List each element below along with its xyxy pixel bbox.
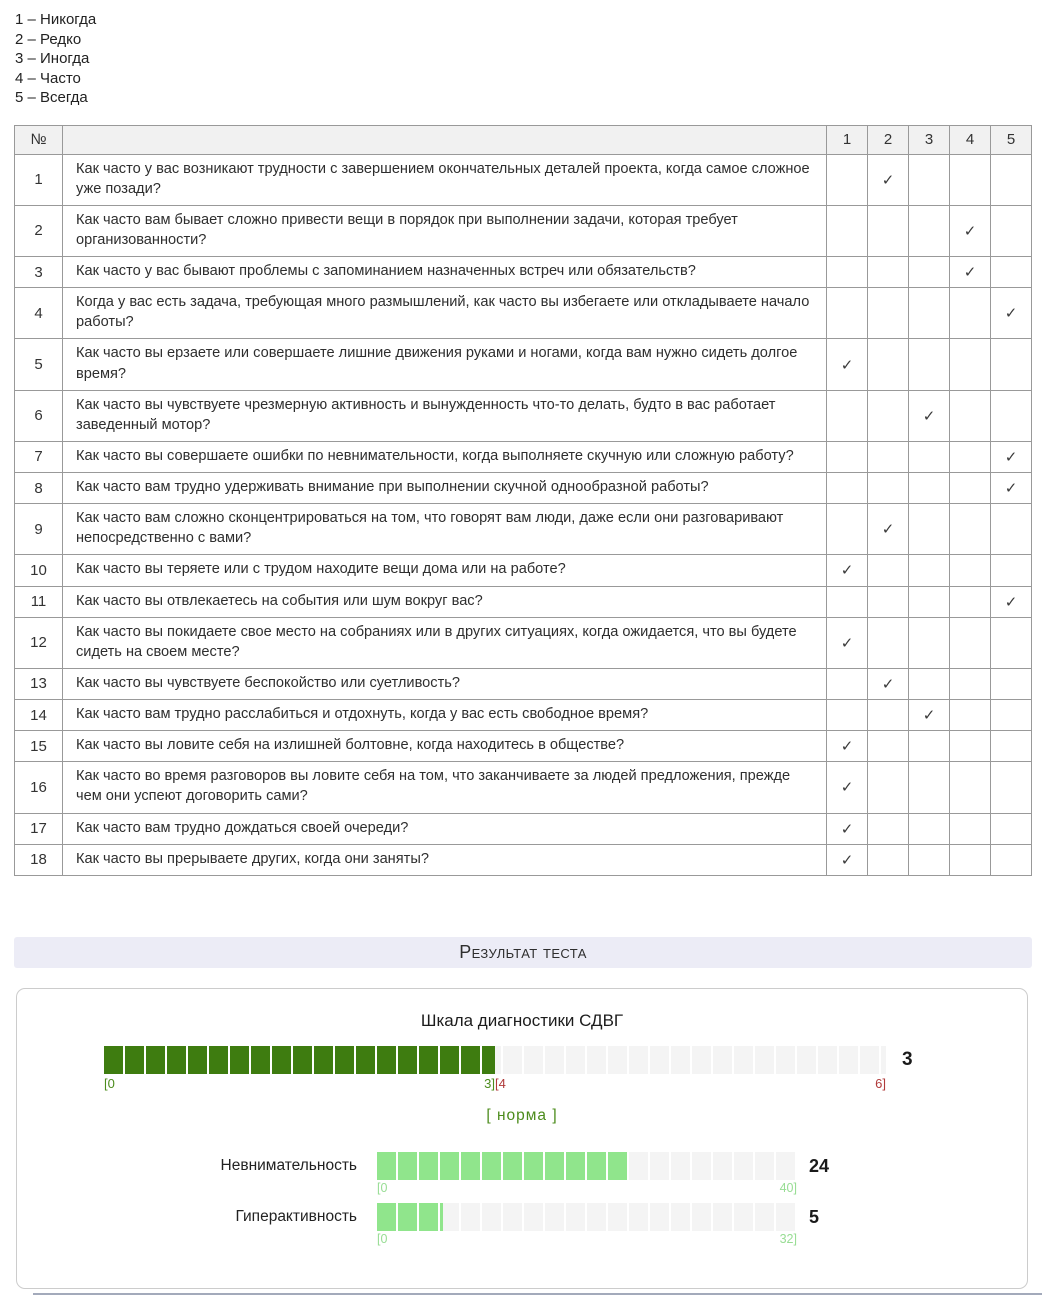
checkmark-icon: ✓	[840, 820, 854, 838]
table-row	[15, 504, 1032, 555]
question-number: 6	[15, 390, 63, 441]
question-number: 13	[15, 668, 63, 699]
subscale-value: 5	[809, 1206, 820, 1227]
question-text: Как часто вы прерываете других, когда они заняты?	[63, 844, 827, 875]
header-col-1: 1	[827, 125, 868, 154]
answer-cell	[868, 813, 909, 844]
table-row	[15, 390, 1032, 441]
checkmark-icon: ✓	[881, 675, 895, 693]
question-number: 8	[15, 473, 63, 504]
checkmark-icon: ✓	[840, 851, 854, 869]
table-row	[15, 288, 1032, 339]
question-number: 11	[15, 586, 63, 617]
verdict-label: [ норма ]	[486, 1106, 558, 1124]
answer-cell	[868, 731, 909, 762]
answer-cell	[868, 700, 909, 731]
answer-cell-checked	[827, 617, 868, 668]
question-text: Как часто у вас бывают проблемы с запоминанием назначенных встреч или обязательств?	[63, 257, 827, 288]
answer-cell	[950, 441, 991, 472]
answer-cell	[909, 257, 950, 288]
table-row	[15, 700, 1032, 731]
answer-cell	[909, 586, 950, 617]
table-row	[15, 844, 1032, 875]
subscale-bar	[377, 1152, 797, 1180]
answer-cell	[827, 441, 868, 472]
answer-cell	[909, 668, 950, 699]
header-num: №	[15, 125, 63, 154]
question-text: Как часто вы покидаете свое место на собраниях или в других ситуациях, когда ожидается, что вы будете сидеть на своем месте?	[63, 617, 827, 668]
question-number: 1	[15, 154, 63, 205]
checkmark-icon: ✓	[881, 521, 895, 539]
answer-cell	[991, 813, 1032, 844]
answer-cell	[991, 390, 1032, 441]
answer-cell	[909, 288, 950, 339]
header-question	[63, 125, 827, 154]
answer-cell-checked	[950, 257, 991, 288]
answer-cell	[991, 504, 1032, 555]
result-section-title	[14, 937, 1032, 968]
answer-cell	[991, 731, 1032, 762]
answer-cell	[950, 390, 991, 441]
result-card-title: Шкала диагностики СДВГ	[420, 1010, 624, 1030]
answer-cell	[950, 555, 991, 586]
answer-cell	[827, 668, 868, 699]
answer-cell-checked	[909, 390, 950, 441]
checkmark-icon: ✓	[1004, 448, 1018, 466]
question-number: 10	[15, 555, 63, 586]
answer-cell	[909, 473, 950, 504]
subscale-label: Невнимательность	[220, 1156, 357, 1174]
table-row	[15, 154, 1032, 205]
result-section-title-text: Результат теста	[459, 941, 587, 962]
main-scale-mid-label	[484, 1076, 506, 1091]
legend-item: 1 – Никогда	[15, 11, 97, 28]
main-scale-mid-red: [4	[495, 1075, 506, 1091]
subscale-bar-fill	[377, 1203, 443, 1231]
table-row	[15, 555, 1032, 586]
main-scale-bar-fill	[104, 1046, 495, 1074]
answer-cell	[868, 257, 909, 288]
question-text: Как часто во время разговоров вы ловите себя на том, что заканчиваете за людей предложения, прежде чем они успеют договорить сами?	[63, 762, 827, 813]
answer-cell	[950, 154, 991, 205]
question-number: 9	[15, 504, 63, 555]
answer-cell	[868, 390, 909, 441]
question-number: 12	[15, 617, 63, 668]
question-text: Как часто вы ерзаете или совершаете лишние движения руками и ногами, когда вам нужно сидеть долгое время?	[63, 339, 827, 390]
subscale-range-labels	[377, 1181, 797, 1197]
answer-cell	[909, 205, 950, 256]
subscale-label: Гиперактивность	[235, 1207, 357, 1225]
table-row	[15, 586, 1032, 617]
subscale-row	[17, 1152, 1027, 1197]
checkmark-icon: ✓	[922, 407, 936, 425]
answer-cell-checked	[827, 813, 868, 844]
questions-table-body	[15, 154, 1032, 875]
answer-cell	[868, 205, 909, 256]
subscale-min-label: [0	[377, 1231, 388, 1246]
answer-cell	[827, 700, 868, 731]
legend-item: 5 – Всегда	[15, 89, 88, 106]
answer-cell	[950, 617, 991, 668]
answer-cell-checked	[991, 441, 1032, 472]
checkmark-icon: ✓	[1004, 593, 1018, 611]
questions-table-header	[15, 125, 1032, 154]
answer-cell	[950, 813, 991, 844]
question-text: Как часто вам бывает сложно привести вещи в порядок при выполнении задачи, которая требует организованности?	[63, 205, 827, 256]
answer-cell	[991, 844, 1032, 875]
answer-cell-checked	[868, 154, 909, 205]
answer-cell-checked	[991, 473, 1032, 504]
answer-cell	[827, 205, 868, 256]
answer-cell-checked	[827, 762, 868, 813]
answer-cell	[991, 555, 1032, 586]
answer-cell	[950, 844, 991, 875]
question-number: 4	[15, 288, 63, 339]
answer-cell	[991, 700, 1032, 731]
answer-cell	[991, 257, 1032, 288]
main-scale-bar	[104, 1046, 886, 1074]
answer-cell-checked	[827, 731, 868, 762]
answer-cell-checked	[827, 555, 868, 586]
subscale-min-label: [0	[377, 1180, 388, 1195]
main-scale-mid-green: 3]	[484, 1075, 495, 1091]
subscale-max-label: 32]	[779, 1231, 797, 1246]
answer-cell	[868, 762, 909, 813]
question-text: Как часто вы совершаете ошибки по невнимательности, когда выполняете скучную или сложную работу?	[63, 441, 827, 472]
subscale-bar-fill	[377, 1152, 629, 1180]
subscale-value: 24	[809, 1155, 830, 1176]
checkmark-icon: ✓	[840, 634, 854, 652]
answer-cell	[991, 339, 1032, 390]
header-col-4: 4	[950, 125, 991, 154]
legend-item: 4 – Часто	[15, 69, 81, 87]
answer-cell	[950, 700, 991, 731]
checkmark-icon: ✓	[840, 779, 854, 797]
answer-cell	[991, 617, 1032, 668]
checkmark-icon: ✓	[963, 264, 977, 282]
subscale-bar-zone	[377, 1203, 797, 1248]
answer-cell	[827, 390, 868, 441]
table-row	[15, 205, 1032, 256]
question-text: Как часто у вас возникают трудности с завершением окончательных деталей проекта, когда самое сложное уже позади?	[63, 154, 827, 205]
main-scale-bar-zone	[104, 1046, 886, 1093]
question-number: 14	[15, 700, 63, 731]
answer-cell	[827, 288, 868, 339]
checkmark-icon: ✓	[922, 707, 936, 725]
answer-cell	[950, 288, 991, 339]
answer-cell	[909, 731, 950, 762]
result-card	[16, 988, 1028, 1289]
answer-cell	[909, 762, 950, 813]
question-text: Как часто вы чувствуете беспокойство или суетливость?	[63, 668, 827, 699]
subscales-container	[17, 1152, 1027, 1248]
question-text: Как часто вам сложно сконцентрироваться на том, что говорят вам люди, даже если они разговаривают непосредственно с вами?	[63, 504, 827, 555]
question-number: 3	[15, 257, 63, 288]
table-row	[15, 473, 1032, 504]
table-row	[15, 762, 1032, 813]
question-text: Как часто вы отвлекаетесь на события или шум вокруг вас?	[63, 586, 827, 617]
question-text: Как часто вы теряете или с трудом находите вещи дома или на работе?	[63, 555, 827, 586]
answer-cell-checked	[827, 339, 868, 390]
question-text: Когда у вас есть задача, требующая много размышлений, как часто вы избегаете или откладываете начало работы?	[63, 288, 827, 339]
answer-cell	[909, 813, 950, 844]
answer-cell	[991, 668, 1032, 699]
answer-cell-checked	[991, 586, 1032, 617]
question-number: 5	[15, 339, 63, 390]
table-row	[15, 441, 1032, 472]
answer-cell	[868, 555, 909, 586]
checkmark-icon: ✓	[1004, 480, 1018, 498]
answer-cell	[827, 257, 868, 288]
main-scale-value: 3	[902, 1048, 913, 1070]
main-scale-labels	[104, 1076, 886, 1093]
checkmark-icon: ✓	[840, 562, 854, 580]
answer-cell	[868, 617, 909, 668]
header-col-5: 5	[991, 125, 1032, 154]
answer-cell	[827, 586, 868, 617]
table-row	[15, 339, 1032, 390]
question-number: 15	[15, 731, 63, 762]
answer-cell	[868, 288, 909, 339]
main-scale-max-label: 6]	[875, 1075, 886, 1091]
header-col-2: 2	[868, 125, 909, 154]
answer-cell-checked	[991, 288, 1032, 339]
bottom-divider	[33, 1293, 1042, 1295]
subscale-row	[17, 1203, 1027, 1248]
answer-legend	[0, 0, 1042, 108]
subscale-max-label: 40]	[779, 1180, 797, 1195]
answer-cell	[909, 339, 950, 390]
answer-cell	[827, 504, 868, 555]
answer-cell	[868, 339, 909, 390]
answer-cell	[950, 731, 991, 762]
question-number: 17	[15, 813, 63, 844]
legend-item: 3 – Иногда	[15, 50, 90, 67]
header-row	[15, 125, 1032, 154]
table-row	[15, 257, 1032, 288]
main-scale-min-label: [0	[104, 1075, 115, 1091]
question-text: Как часто вам трудно расслабиться и отдохнуть, когда у вас есть свободное время?	[63, 700, 827, 731]
question-text: Как часто вы чувствуете чрезмерную активность и вынужденность что-то делать, будто в вас работает заведенный мотор?	[63, 390, 827, 441]
checkmark-icon: ✓	[1004, 305, 1018, 323]
question-number: 2	[15, 205, 63, 256]
answer-cell	[868, 586, 909, 617]
answer-cell	[909, 555, 950, 586]
legend-item: 2 – Редко	[15, 30, 82, 48]
answer-cell	[950, 339, 991, 390]
answer-cell-checked	[868, 668, 909, 699]
answer-cell	[827, 154, 868, 205]
question-number: 16	[15, 762, 63, 813]
checkmark-icon: ✓	[963, 222, 977, 240]
answer-cell	[868, 844, 909, 875]
answer-cell	[909, 617, 950, 668]
table-row	[15, 668, 1032, 699]
answer-cell	[991, 154, 1032, 205]
answer-cell	[950, 762, 991, 813]
table-row	[15, 731, 1032, 762]
questions-table	[14, 125, 1032, 876]
question-number: 18	[15, 844, 63, 875]
checkmark-icon: ✓	[840, 738, 854, 756]
main-scale-row	[104, 1046, 1027, 1093]
table-row	[15, 617, 1032, 668]
answer-cell	[827, 473, 868, 504]
question-text: Как часто вам трудно дождаться своей очереди?	[63, 813, 827, 844]
table-row	[15, 813, 1032, 844]
answer-cell	[950, 504, 991, 555]
answer-cell	[991, 762, 1032, 813]
question-text: Как часто вы ловите себя на излишней болтовне, когда находитесь в обществе?	[63, 731, 827, 762]
question-number: 7	[15, 441, 63, 472]
checkmark-icon: ✓	[840, 356, 854, 374]
subscale-bar-zone	[377, 1152, 797, 1197]
answer-cell	[909, 844, 950, 875]
answer-cell	[868, 441, 909, 472]
answer-cell-checked	[868, 504, 909, 555]
header-col-3: 3	[909, 125, 950, 154]
answer-cell	[991, 205, 1032, 256]
answer-cell	[950, 668, 991, 699]
question-text: Как часто вам трудно удерживать внимание при выполнении скучной однообразной работы?	[63, 473, 827, 504]
answer-cell	[950, 586, 991, 617]
subscale-bar	[377, 1203, 797, 1231]
answer-cell	[909, 504, 950, 555]
answer-cell-checked	[950, 205, 991, 256]
answer-cell	[909, 154, 950, 205]
answer-cell	[868, 473, 909, 504]
answer-cell-checked	[909, 700, 950, 731]
checkmark-icon: ✓	[881, 171, 895, 189]
subscale-range-labels	[377, 1232, 797, 1248]
answer-cell	[950, 473, 991, 504]
answer-cell	[909, 441, 950, 472]
answer-cell-checked	[827, 844, 868, 875]
